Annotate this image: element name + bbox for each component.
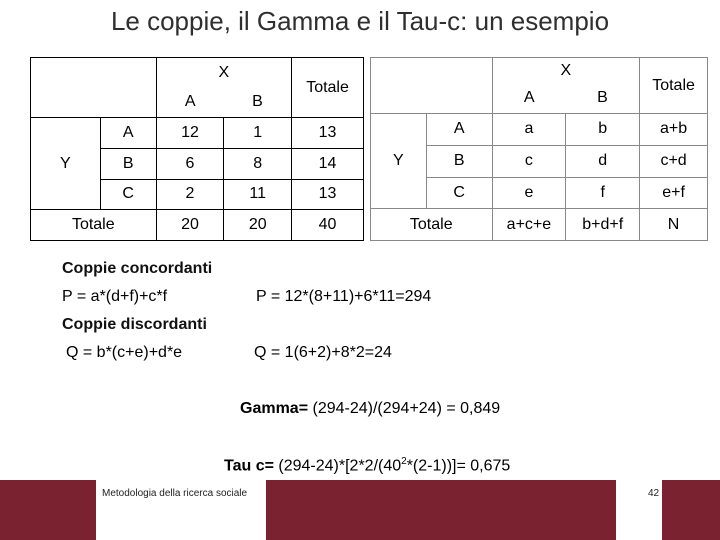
concordant-formula: P = a*(d+f)+c*f [62, 288, 168, 305]
gamma-expr: (294-24)/(294+24) = 0,849 [308, 400, 501, 417]
y-label: Y [31, 118, 101, 210]
cell: d [566, 145, 640, 177]
row-label: B [426, 145, 492, 177]
x-header: X [156, 58, 292, 88]
row-total: 14 [292, 148, 364, 179]
col-a-header: A [492, 84, 566, 114]
row-total: 13 [292, 118, 364, 149]
cell: 8 [224, 148, 292, 179]
row-label: A [426, 114, 492, 146]
tau-exponent: 2 [401, 456, 407, 467]
totale-header: Totale [640, 58, 708, 114]
tau-expr-b: *(2-1))]= 0,675 [406, 457, 511, 475]
corner-cell [371, 58, 493, 114]
discordant-example: Q = 1(6+2)+8*2=24 [254, 344, 392, 361]
row-label: A [100, 118, 156, 149]
footer-course-box [96, 478, 266, 540]
cell: 6 [156, 148, 224, 179]
grand-total: N [640, 209, 708, 241]
contingency-table-symbolic [370, 57, 708, 241]
col-total: a+c+e [492, 209, 566, 241]
row-label: B [100, 148, 156, 179]
discordant-formula: Q = b*(c+e)+d*e [66, 344, 183, 361]
corner-cell [31, 58, 157, 118]
tau-expr-a: (294-24)*[2*2/(40 [273, 457, 402, 475]
col-b-header: B [566, 84, 640, 114]
col-total: b+d+f [566, 209, 640, 241]
totale-row-label: Totale [371, 209, 493, 241]
cell: 11 [224, 179, 292, 210]
grand-total: 40 [292, 210, 364, 241]
footer-page-box [616, 478, 662, 540]
cell: a [492, 114, 566, 146]
discordant-heading: Coppie discordanti [62, 316, 207, 333]
tau-label: Tau c= [224, 457, 274, 475]
cell: b [566, 114, 640, 146]
row-total: a+b [640, 114, 708, 146]
contingency-table-numeric [30, 57, 364, 241]
page-title: Le coppie, il Gamma e il Tau-c: un esempio [110, 6, 610, 36]
cell: f [566, 177, 640, 209]
totale-header: Totale [292, 58, 364, 118]
col-total: 20 [224, 210, 292, 241]
cell: 1 [224, 118, 292, 149]
col-total: 20 [156, 210, 224, 241]
cell: c [492, 145, 566, 177]
tau-formula [224, 456, 510, 475]
row-total: 13 [292, 179, 364, 210]
row-total: c+d [640, 145, 708, 177]
page-number: 42 [648, 488, 660, 499]
footer-course: Metodologia della ricerca sociale [102, 488, 248, 499]
cell: 2 [156, 179, 224, 210]
col-a-header: A [156, 88, 224, 118]
totale-row-label: Totale [31, 210, 157, 241]
gamma-formula [240, 400, 500, 418]
x-header: X [492, 58, 640, 84]
row-label: C [100, 179, 156, 210]
y-label: Y [371, 114, 427, 209]
row-total: e+f [640, 177, 708, 209]
row-label: C [426, 177, 492, 209]
cell: e [492, 177, 566, 209]
concordant-heading: Coppie concordanti [62, 260, 213, 277]
gamma-label: Gamma= [240, 400, 309, 417]
col-b-header: B [224, 88, 292, 118]
cell: 12 [156, 118, 224, 149]
concordant-example: P = 12*(8+11)+6*11=294 [256, 288, 432, 305]
